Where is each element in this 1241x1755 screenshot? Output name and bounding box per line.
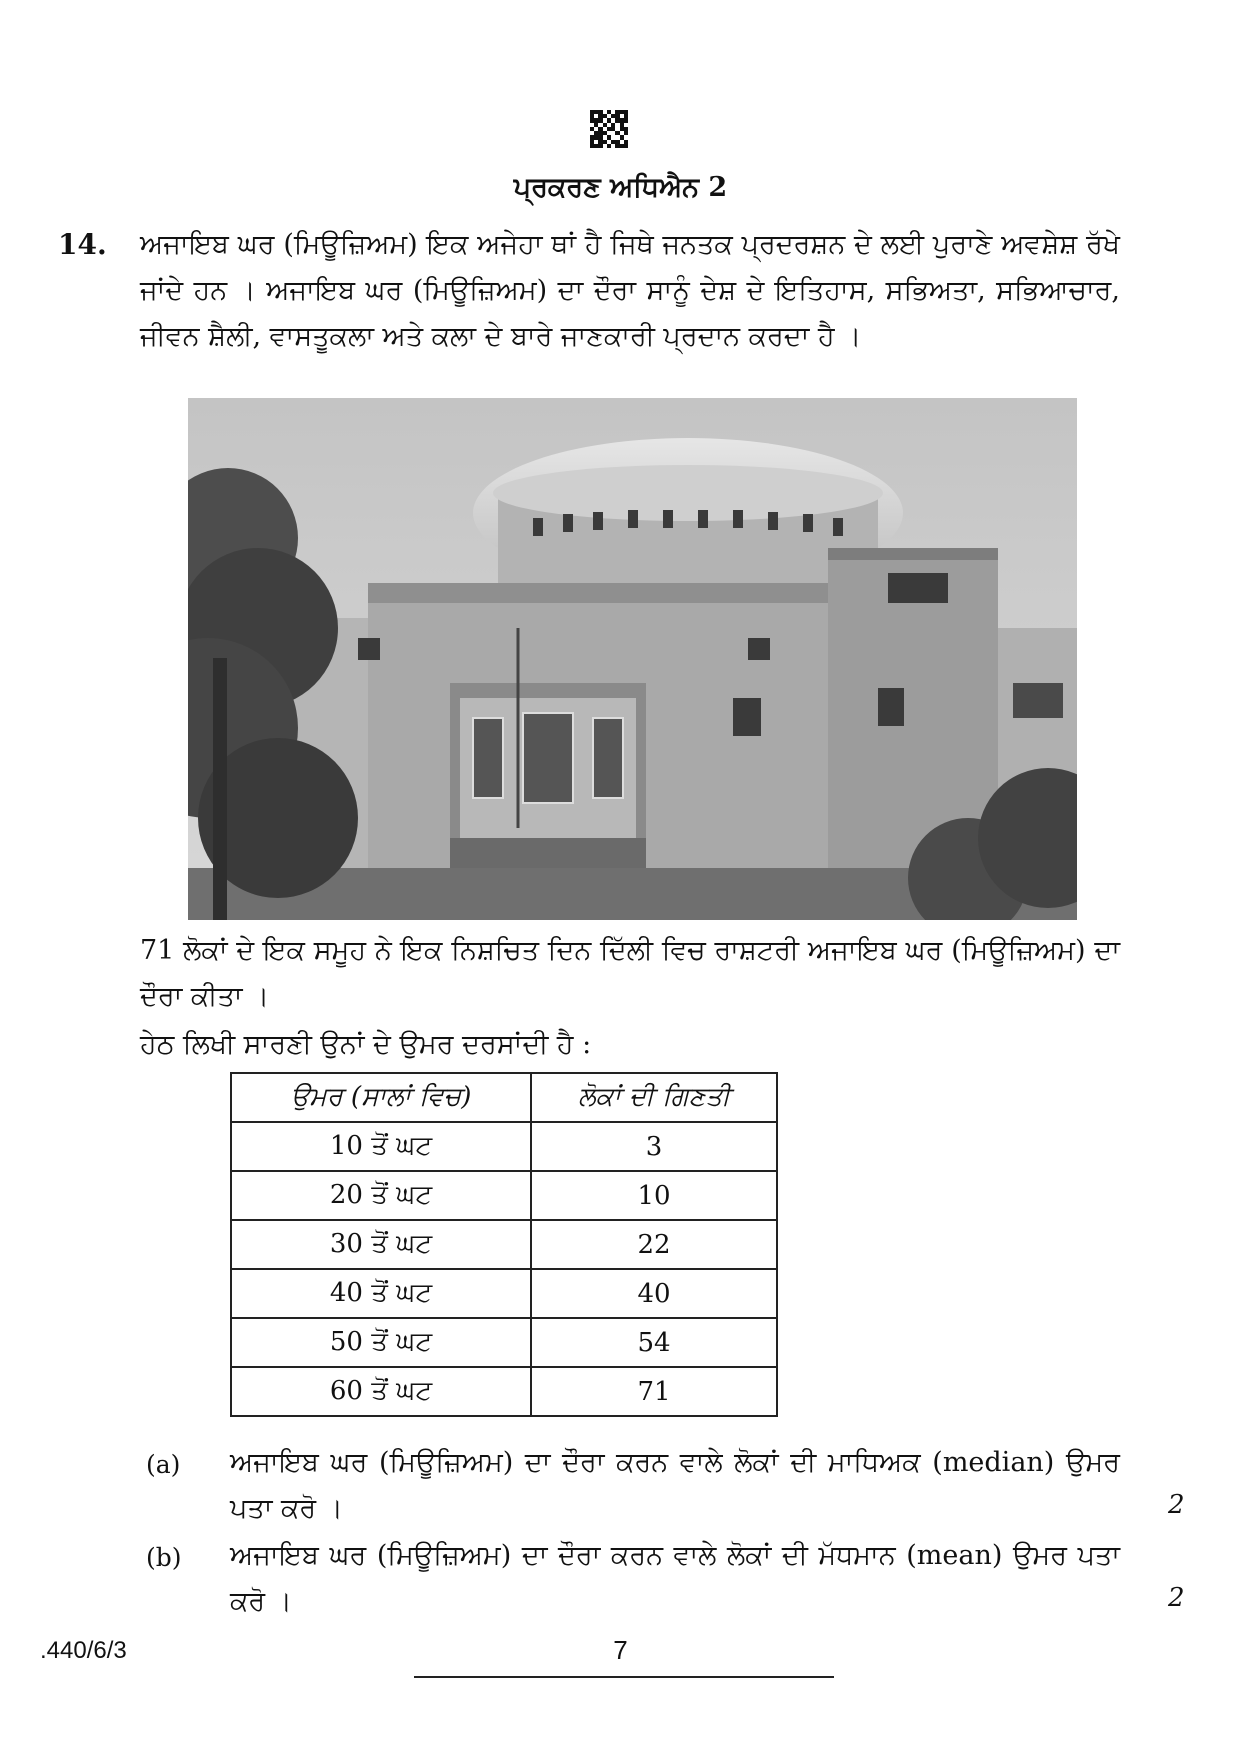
table-header-row xyxy=(231,1073,777,1122)
count-cell: 10 xyxy=(531,1171,777,1220)
footer-rule xyxy=(414,1676,834,1678)
age-cell: 50 ਤੋਂ ਘਟ xyxy=(231,1318,531,1367)
page-number: 7 xyxy=(613,1635,628,1665)
age-cell: 60 ਤੋਂ ਘਟ xyxy=(231,1367,531,1416)
part-a-text: ਅਜਾਇਬ ਘਰ (ਮਿਊਜ਼ਿਅਮ) ਦਾ ਦੌਰਾ ਕਰਨ ਵਾਲੇ ਲੋਕਾਂ ਦੀ ਮਾਧਿਅਕ (median) ਉਮਰ ਪਤਾ ਕਰੋ । xyxy=(230,1447,1120,1524)
age-cell: 10 ਤੋਂ ਘਟ xyxy=(231,1122,531,1171)
table-row xyxy=(231,1220,777,1269)
visit-paragraph: 71 ਲੋਕਾਂ ਦੇ ਇਕ ਸਮੂਹ ਨੇ ਇਕ ਨਿਸ਼ਚਿਤ ਦਿਨ ਦਿੱਲੀ ਵਿਚ ਰਾਸ਼ਟਰੀ ਅਜਾਇਬ ਘਰ (ਮਿਊਜ਼ਿਅਮ) ਦਾ ਦੌਰਾ ਕੀਤਾ । xyxy=(140,935,1120,1012)
age-column-header: ਉਮਰ (ਸਾਲਾਂ ਵਿਚ) xyxy=(231,1073,531,1122)
part-b-text: ਅਜਾਇਬ ਘਰ (ਮਿਊਜ਼ਿਅਮ) ਦਾ ਦੌਰਾ ਕਰਨ ਵਾਲੇ ਲੋਕਾਂ ਦੀ ਮੱਧਮਾਨ (mean) ਉਮਰ ਪਤਾ ਕਰੋ । xyxy=(230,1540,1120,1617)
table-row xyxy=(231,1171,777,1220)
age-cell: 40 ਤੋਂ ਘਟ xyxy=(231,1269,531,1318)
table-row xyxy=(231,1269,777,1318)
part-a-marks: 2 xyxy=(1168,1490,1185,1520)
part-b-marks: 2 xyxy=(1168,1583,1185,1613)
count-cell: 40 xyxy=(531,1269,777,1318)
age-table xyxy=(230,1072,778,1417)
table-intro: ਹੇਠ ਲਿਖੀ ਸਾਰਣੀ ਉਨਾਂ ਦੇ ਉਮਰ ਦਰਸਾਂਦੀ ਹੈ : xyxy=(140,1029,592,1060)
count-cell: 71 xyxy=(531,1367,777,1416)
qr-code xyxy=(590,110,628,148)
table-row xyxy=(231,1318,777,1367)
age-cell: 20 ਤੋਂ ਘਟ xyxy=(231,1171,531,1220)
count-cell: 54 xyxy=(531,1318,777,1367)
part-b-label: (b) xyxy=(146,1543,182,1572)
table-row xyxy=(231,1122,777,1171)
table-row xyxy=(231,1367,777,1416)
paper-code: .440/6/3 xyxy=(40,1637,127,1664)
age-cell: 30 ਤੋਂ ਘਟ xyxy=(231,1220,531,1269)
question-intro: ਅਜਾਇਬ ਘਰ (ਮਿਊਜ਼ਿਅਮ) ਇਕ ਅਜੇਹਾ ਥਾਂ ਹੈ ਜਿਥੇ ਜਨਤਕ ਪ੍ਰਦਰਸ਼ਨ ਦੇ ਲਈ ਪੁਰਾਣੇ ਅਵਸ਼ੇਸ਼ ਰੱਖੇ ਜਾਂਦੇ ਹਨ । ਅਜਾਇਬ ਘਰ (ਮਿਊਜ਼ਿਅਮ) ਦਾ ਦੌਰਾ ਸਾਨੂੰ ਦੇਸ਼ ਦੇ ਇਤਿਹਾਸ, ਸਭਿਅਤਾ, ਸਭਿਆਚਾਰ, ਜੀਵਨ ਸ਼ੈਲੀ, ਵਾਸਤੂਕਲਾ ਅਤੇ ਕਲਾ ਦੇ ਬਾਰੇ ਜਾਣਕਾਰੀ ਪ੍ਰਦਾਨ ਕਰਦਾ ਹੈ । xyxy=(140,229,1120,352)
museum-photo xyxy=(188,398,1077,920)
part-a-label: (a) xyxy=(146,1450,181,1479)
question-number: 14. xyxy=(58,228,107,261)
count-column-header: ਲੋਕਾਂ ਦੀ ਗਿਣਤੀ xyxy=(531,1073,777,1122)
section-title: ਪ੍ਰਕਰਣ ਅਧਿਐਨ 2 xyxy=(513,172,728,203)
count-cell: 22 xyxy=(531,1220,777,1269)
count-cell: 3 xyxy=(531,1122,777,1171)
